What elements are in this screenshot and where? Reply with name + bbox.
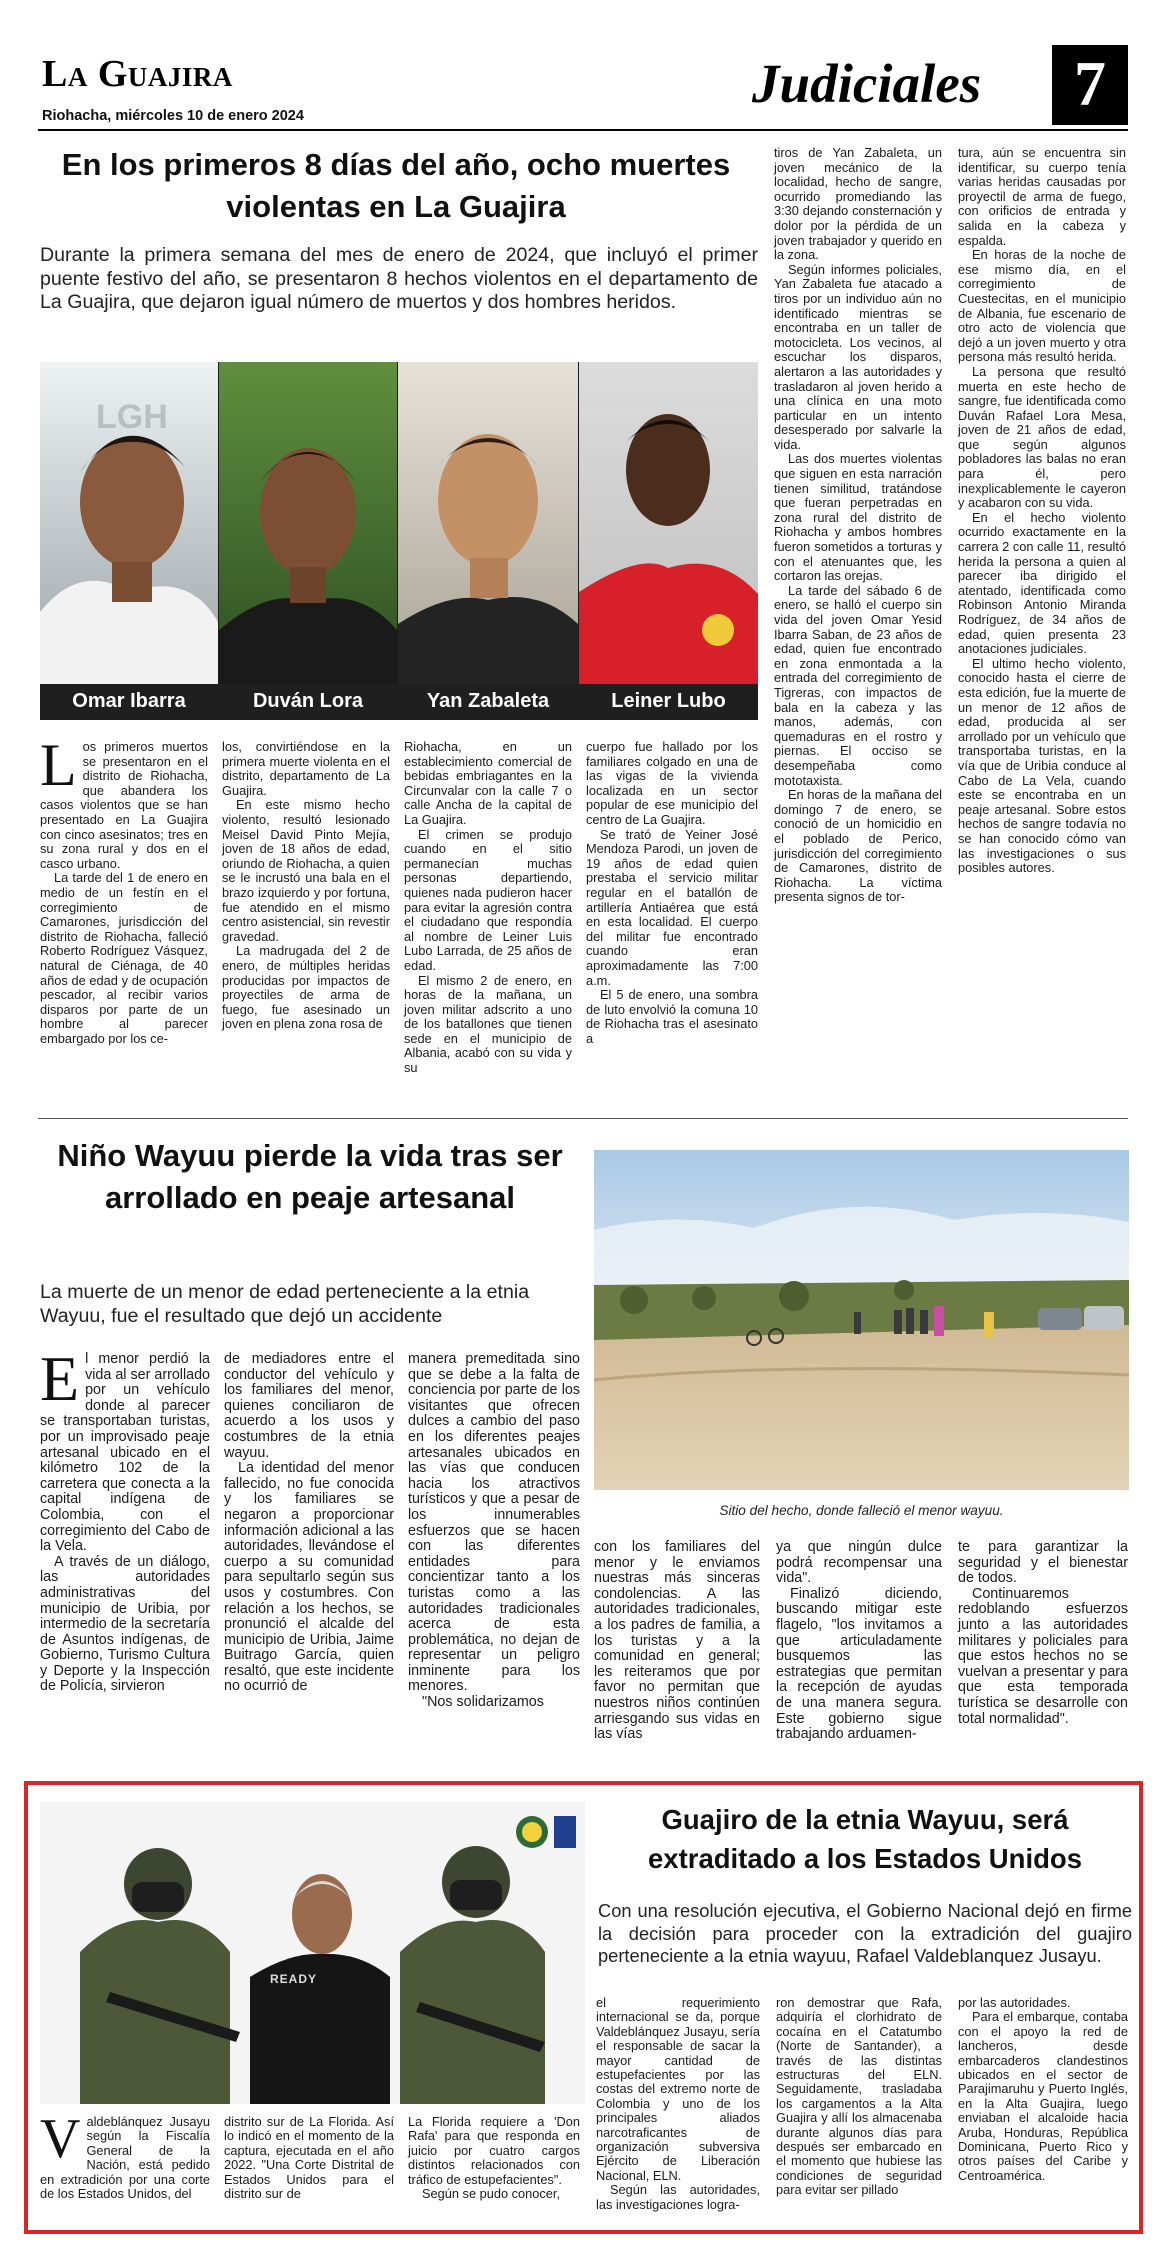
- paragraph: ya que ningún dulce podrá recompensar una vida".: [776, 1539, 942, 1587]
- paragraph: El mismo 2 de enero, en horas de la mañana, un joven militar adscrito a uno de los batallones que tienen sede en el municipio de Albania, acabó con su vida y su: [404, 972, 572, 1076]
- article2-column-5: [776, 1540, 942, 1743]
- article2-lead: La muerte de un menor de edad perteneciente a la etnia Wayuu, fue el resultado que dejó un accidente: [40, 1281, 530, 1327]
- header-rule: [38, 129, 1128, 131]
- page-number: 7: [1074, 48, 1106, 119]
- article1-column-3: [404, 740, 572, 1076]
- section-divider: [38, 1118, 1128, 1119]
- article1-column-6: [958, 146, 1126, 876]
- article3-column-3: [408, 2115, 580, 2201]
- paragraph: distrito sur de La Florida. Así lo indicó en el momento de la captura, ejecutada en el año 2022. "Una Corte Distrital de Estados Unidos para el distrito sur de: [224, 2114, 394, 2202]
- paragraph: La tarde del 1 de enero en medio de un festín en el corregimiento de Camarones, jurisdicción del distrito de Riohacha, falleció Roberto Rodríguez Vásquez, natural de Ciénaga, de 40 años de edad y de ocupación pescador, al recibir varios disparos por parte de un hombre al parecer embargado por los ce-: [40, 870, 208, 1046]
- paragraph: de mediadores entre el conductor del vehículo y los familiares del menor, quienes conciliaron de acuerdo a los usos y costumbres de la etnia wayuu.: [224, 1351, 394, 1461]
- photo-caption-4: Leiner Lubo: [611, 690, 726, 712]
- paragraph: con los familiares del menor y le enviamos nuestras más sinceras condolencias. A las autoridades tradicionales, a los padres de familia, a los turistas y a la comunidad en general; les reiteramos que por favor no permitan que nuestros niños continúen arriesgando sus vidas en las vías: [594, 1539, 760, 1743]
- shirt-text: READY: [270, 1972, 318, 1986]
- paragraph: tura, aún se encuentra sin identificar, su cuerpo tenía varias heridas causadas por proyectil de arma de fuego, con orificios de entrada y salida en la cabeza y espalda.: [958, 145, 1126, 248]
- article1-lead: Durante la primera semana del mes de enero de 2024, que incluyó el primer puente festivo del año, se presentaron 8 hechos violentos en el departamento de La Guajira, que dejaron igual número de muertos y dos hombres heridos.: [40, 244, 758, 314]
- article3-column-4: [596, 1996, 760, 2212]
- paragraph: El ultimo hecho violento, conocido hasta el cierre de esta edición, fue la muerte de un menor de 12 años de edad, producida al ser arrollado por un vehículo que transportaba turistas, en la vía que de Uribia conduce al Cabo de La Vela, cuando este se encontraba en un peaje artesanal. Sobre estos hechos de sangre todavía no se han conocido cómo van las investigaciones o sus posibles autores.: [958, 655, 1126, 876]
- photo-caption-1: Omar Ibarra: [72, 690, 186, 712]
- paragraph: por las autoridades.: [958, 1995, 1071, 2010]
- section-title: Judiciales: [752, 53, 982, 114]
- paragraph: tiros de Yan Zabaleta, un joven mecánico de la localidad, hecho de sangre, ocurrido promediando las 3:30 dejando consternación y dolor por la pérdida de un joven trabajador y querido en la zona.: [774, 145, 942, 263]
- paragraph: La persona que resultó muerta en este hecho de sangre, fue identificada como Duván Rafael Lora Mesa, joven de 21 años de edad, que según algunos pobladores las balas no eran para él, pero inexplicablemente le cayeron y acabaron con su vida.: [958, 363, 1126, 511]
- paragraph: el requerimiento internacional se da, porque Valdeblánquez Jusayu, sería el responsable de sacar la mayor cantidad de estupefacientes por las costas del extremo norte de Colombia y uno de los principales aliados narcotraficantes de organización subversiva Ejército de Liberación Nacional, ELN.: [596, 1995, 760, 2183]
- drop-cap: V: [40, 2108, 81, 2170]
- article2-column-1: [40, 1343, 210, 1695]
- article3-title: Guajiro de la etnia Wayuu, será extraditado a los Estados Unidos: [648, 1804, 1082, 1874]
- article2-title: Niño Wayuu pierde la vida tras ser arrollado en peaje artesanal: [57, 1138, 563, 1215]
- paragraph: La madrugada del 2 de enero, de múltiples heridas producidas por impactos de proyectiles de arma de fuego, fue asesinado un joven en plena zona rosa de: [222, 943, 390, 1032]
- paragraph: "Nos solidarizamos: [422, 1694, 544, 1711]
- photo-watermark: LGH: [96, 398, 168, 436]
- paragraph: los, convirtiéndose en la primera muerte violenta en el distrito, departamento de La Guajira.: [222, 739, 390, 798]
- article2-column-2: [224, 1352, 394, 1695]
- article1-column-4: [586, 740, 758, 1046]
- drop-cap: E: [40, 1343, 80, 1414]
- article2-photo-caption: Sitio del hecho, donde falleció el menor wayuu.: [719, 1503, 1004, 1518]
- article1-column-2: [222, 740, 390, 1032]
- paragraph: Según informes policiales, Yan Zabaleta fue atacado a tiros por un individuo aún no identificado mientras se encontraba en un taller de motocicleta. Los vecinos, al escuchar los disparos, alertaron a las autoridades y trasladaron al joven herido a una clínica en una moto particular en un intento desesperado por salvarle la vida.: [774, 261, 942, 452]
- photo-caption-3: Yan Zabaleta: [426, 690, 550, 712]
- paragraph: En horas de la noche de ese mismo día, en el corregimiento de Cuestecitas, en el municipio de Albania, fue escenario de otro acto de violencia que dejó a un joven muerto y otra persona más resultó herida.: [958, 247, 1126, 365]
- photo-caption-2: Duván Lora: [252, 690, 364, 712]
- dateline: Riohacha, miércoles 10 de enero 2024: [42, 108, 304, 124]
- paragraph: ron demostrar que Rafa, adquiría el clorhidrato de cocaína en el Catatumbo (Norte de Santander), a través de las distintas estructuras del ELN. Seguidamente, trasladaba los cargamentos a la Alta Guajira y allí los almacenaba durante algunos días para después ser embarcado en el momento que hubiese las condiciones de seguridad para evitar ser pillado: [776, 1995, 942, 2198]
- paragraph: Riohacha, en un establecimiento comercial de bebidas embriagantes en la Circunvalar con la calle 7 o calle Ancha de la capital de La Guajira.: [404, 739, 572, 827]
- paragraph: La identidad del menor fallecido, no fue conocida y los familiares se negaron a proporcionar información adicional a las autoridades, llevándose el cuerpo a su comunidad para sepultarlo según sus usos y costumbres. Con relación a los hechos, se pronunció el alcalde del municipio de Uribia, Jaime Buitrago García, quien resaltó, que este incidente no ocurrió de: [224, 1460, 394, 1695]
- paragraph: El 5 de enero, una sombra de luto envolvió la comuna 10 de Riohacha tras el asesinato a: [586, 987, 758, 1046]
- paragraph: Continuaremos redoblando esfuerzos junto a las autoridades militares y policiales para que estos hechos no se vuelvan a presentar y para que esta temporada turística se desarrolle con total normalidad".: [958, 1585, 1128, 1727]
- article1-column-1: [40, 732, 208, 1046]
- paragraph: Según se pudo conocer,: [422, 2186, 561, 2202]
- paragraph: Se trató de Yeiner José Mendoza Parodi, un joven de 19 años de edad quien prestaba el servicio militar regular en el batallón de artillería Antiaérea que está en esta localidad. El cuerpo del militar fue encontrado cuando eran aproximadamente las 7:00 a.m.: [586, 826, 758, 988]
- article2-column-6: [958, 1540, 1128, 1727]
- article3-column-2: [224, 2115, 394, 2201]
- paragraph: te para garantizar la seguridad y el bienestar de todos.: [958, 1539, 1128, 1587]
- article1-column-5: [774, 146, 942, 905]
- article1-title: En los primeros 8 días del año, ocho muertes violentas en La Guajira: [61, 147, 731, 224]
- paragraph: os primeros muertos se presentaron en el distrito de Riohacha, que abandera los casos violentos que se han presentado en La Guajira con cinco asesinatos; tres en su zona rural y dos en el casco urbano.: [40, 739, 208, 871]
- masthead-logo: La Guajira: [42, 53, 233, 95]
- paragraph: aldeblánquez Jusayu según la Fiscalía General de la Nación, está pedido en extradición por una corte de los Estados Unidos, del: [40, 2114, 210, 2202]
- paragraph: La Florida requiere a 'Don Rafa' para que responda en juicio por cuatro cargos distintos relacionados con tráfico de estupefacientes".: [408, 2114, 580, 2187]
- paragraph: En este mismo hecho violento, resultó lesionado Meisel David Pinto Mejía, joven de 18 años de edad, oriundo de Riohacha, a quien se le incrustó una bala en el brazo izquierdo y por fortuna, fue atendido en el mismo centro asistencial, sin revestir gravedad.: [222, 797, 390, 944]
- paragraph: cuerpo fue hallado por los familiares colgado en una de las vigas de la vivienda localizada en un sector popular de ese municipio del centro de La Guajira.: [586, 739, 758, 827]
- paragraph: En horas de la mañana del domingo 7 de enero, se conoció de un homicidio en el poblado de Perico, jurisdicción del corregimiento de Camarones, distrito de Riohacha. La víctima presenta signos de tor-: [774, 787, 942, 905]
- paragraph: En el hecho violento ocurrido exactamente en la carrera 2 con calle 11, resultó herida la persona a quien al parecer iba dirigido el atentado, identificada como Robinson Antonio Miranda Rodríguez, de 34 años de edad, quien presenta 23 anotaciones judiciales.: [958, 509, 1126, 657]
- article3-lead: Con una resolución ejecutiva, el Gobierno Nacional dejó en firme la decisión para proceder con la extradición del guajiro perteneciente a la etnia wayuu, Rafael Valdeblanquez Jusayu.: [598, 1900, 1132, 1966]
- accident-scene-photo: [594, 1150, 1129, 1490]
- article3-column-6: [958, 1996, 1128, 2183]
- paragraph: Para el embarque, contaba con el apoyo la red de lancheros, desde embarcaderos clandestinos ubicados en el sector de Parajimaruhu y Puerto Inglés, en la Alta Guajira, luego enviaban el alcaloide hacia Aruba, Honduras, República Dominicana, Puerto Rico y otros países del Caribe y Centroamérica.: [958, 2009, 1128, 2183]
- article2-column-3: [408, 1352, 580, 1711]
- paragraph: l menor perdió la vida al ser arrollado por un vehículo donde al parecer se transportaban turistas, por un improvisado peaje artesanal ubicado en el kilómetro 102 de la carretera que conecta a la capital indígena de Colombia, con el corregimiento del Cabo de la Vela.: [40, 1351, 210, 1555]
- paragraph: La tarde del sábado 6 de enero, se halló el cuerpo sin vida del joven Omar Yesid Ibarra Saban, de 23 años de edad, quien fue encontrado en zona enmontada a la entrada del corregimiento de Tigreras, con impactos de bala en la cabeza y las manos, además, con quemaduras en el rostro y piernas. El occiso se desempeñaba como mototaxista.: [774, 582, 942, 788]
- arrest-photo: [40, 1802, 585, 2104]
- drop-cap: L: [40, 732, 77, 798]
- paragraph: Según las autoridades, las investigaciones logra-: [596, 2182, 760, 2212]
- paragraph: A través de un diálogo, las autoridades administrativas del municipio de Uribia, por intermedio de la secretaría de Asuntos indígenas, de Gobierno, Turismo Cultura y Deporte y la Inspección de Policía, sirvieron: [40, 1553, 210, 1695]
- paragraph: El crimen se produjo cuando en el sitio permanecían muchas personas departiendo, quienes nada pudieron hacer para evitar la agresión contra el ciudadano que respondía al nombre de Leiner Luis Lubo Larrada, de 25 años de edad.: [404, 826, 572, 973]
- paragraph: Finalizó diciendo, buscando mitigar este flagelo, "los invitamos a que articuladamente busquemos las estrategias que permitan la recepción de ayudas de una manera segura. Este gobierno sigue trabajando arduamen-: [776, 1585, 942, 1743]
- article3-column-1: [40, 2108, 210, 2202]
- paragraph: manera premeditada sino que se debe a la falta de conciencia por parte de los visitantes que ofrecen dulces a cambio del paso en los diferentes peajes artesanales ubicados en las vías que conducen hacia los atractivos turísticos y que a pesar de los innumerables esfuerzos que se hacen con las diferentes entidades para concientizar tanto a los turistas como a las autoridades tradicionales acerca de esta problemática, no dejan de representar un peligro inminente para los menores.: [408, 1351, 580, 1695]
- paragraph: Las dos muertes violentas que siguen en esta narración tienen similitud, tratándose que fueran perpetradas en zona rural del distrito de Riohacha y ambos hombres fueron sometidos a torturas y con el atenuantes que, les cortaron las orejas.: [774, 451, 942, 584]
- article2-column-4: [594, 1540, 760, 1743]
- article3-column-5: [776, 1996, 942, 2198]
